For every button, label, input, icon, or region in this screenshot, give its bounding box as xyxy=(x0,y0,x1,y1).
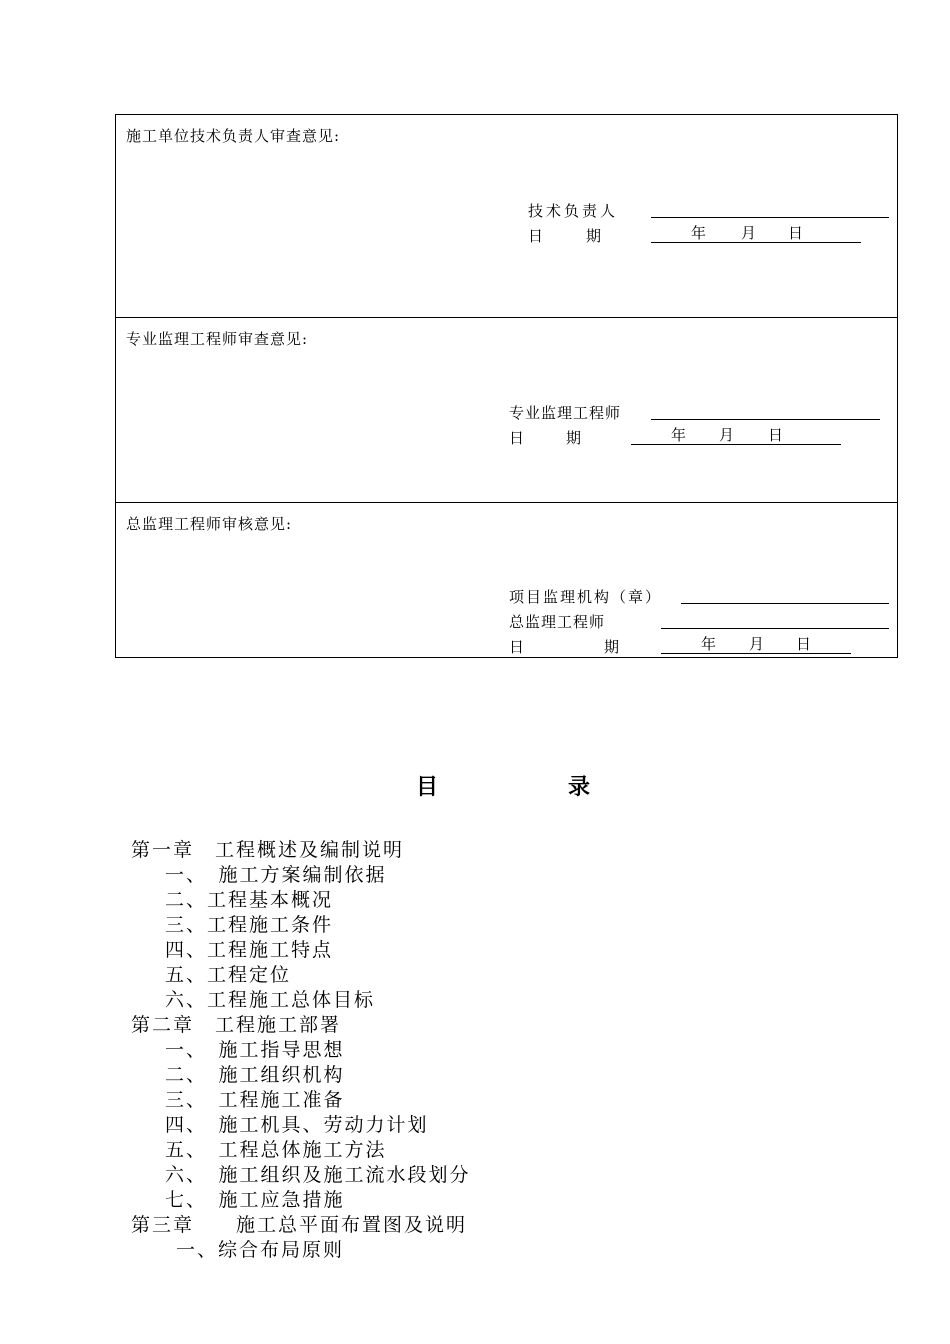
toc-item[interactable]: 七、 施工应急措施 xyxy=(165,1189,345,1211)
signer-label: 专业监理工程师 xyxy=(509,404,622,422)
section-heading: 施工单位技术负责人审查意见: xyxy=(126,127,341,145)
toc-item[interactable]: 第二章 工程施工部署 xyxy=(131,1014,342,1036)
chief-supervisor-review-section xyxy=(116,503,897,659)
org-seal-label: 项目监理机构（章） xyxy=(509,588,663,606)
toc-item[interactable]: 五、工程定位 xyxy=(165,964,292,986)
signature-line xyxy=(661,628,889,629)
signer-label: 总监理工程师 xyxy=(509,613,606,631)
month-label: 月 xyxy=(749,635,765,653)
day-label: 日 xyxy=(788,224,804,242)
year-label: 年 xyxy=(701,635,717,653)
toc-item[interactable]: 四、工程施工特点 xyxy=(165,939,334,961)
contractor-tech-review-section xyxy=(116,115,897,318)
month-label: 月 xyxy=(741,224,757,242)
toc-item[interactable]: 四、 施工机具、劳动力计划 xyxy=(165,1114,429,1136)
day-label: 日 xyxy=(796,635,812,653)
section-heading: 总监理工程师审核意见: xyxy=(126,515,293,533)
toc-item[interactable]: 三、工程施工条件 xyxy=(165,914,334,936)
date-label-ri: 日 xyxy=(509,638,528,656)
date-label-qi: 期 xyxy=(604,638,623,656)
toc-item[interactable]: 一、综合布局原则 xyxy=(176,1239,345,1261)
toc-item[interactable]: 六、 施工组织及施工流水段划分 xyxy=(165,1164,471,1186)
toc-item[interactable]: 三、 工程施工准备 xyxy=(165,1089,345,1111)
date-label-qi: 期 xyxy=(586,227,605,245)
signature-line xyxy=(651,419,880,420)
signature-line xyxy=(651,217,889,218)
date-label-ri: 日 xyxy=(528,227,547,245)
date-label-qi: 期 xyxy=(566,429,585,447)
date-field xyxy=(651,224,861,243)
toc-item[interactable]: 第三章 施工总平面布置图及说明 xyxy=(131,1214,468,1236)
review-form-table xyxy=(115,114,898,658)
month-label: 月 xyxy=(719,426,735,444)
toc-title-right: 录 xyxy=(568,774,591,800)
date-field xyxy=(631,426,841,445)
toc-title-left: 目 xyxy=(416,774,439,800)
toc-item[interactable]: 一、 施工指导思想 xyxy=(165,1039,345,1061)
toc-item[interactable]: 五、 工程总体施工方法 xyxy=(165,1139,387,1161)
toc-item[interactable]: 六、工程施工总体目标 xyxy=(165,989,376,1011)
toc-item[interactable]: 二、工程基本概况 xyxy=(165,889,334,911)
year-label: 年 xyxy=(671,426,687,444)
toc-item[interactable]: 二、 施工组织机构 xyxy=(165,1064,345,1086)
section-heading: 专业监理工程师审查意见: xyxy=(126,330,309,348)
supervisor-engineer-review-section xyxy=(116,318,897,503)
toc-item[interactable]: 一、 施工方案编制依据 xyxy=(165,864,387,886)
day-label: 日 xyxy=(768,426,784,444)
toc-title xyxy=(0,770,950,800)
org-seal-line xyxy=(681,603,889,604)
date-field xyxy=(661,635,851,654)
date-label-ri: 日 xyxy=(509,429,528,447)
toc-item[interactable]: 第一章 工程概述及编制说明 xyxy=(131,839,405,861)
year-label: 年 xyxy=(691,224,707,242)
signer-label: 技术负责人 xyxy=(528,202,619,220)
